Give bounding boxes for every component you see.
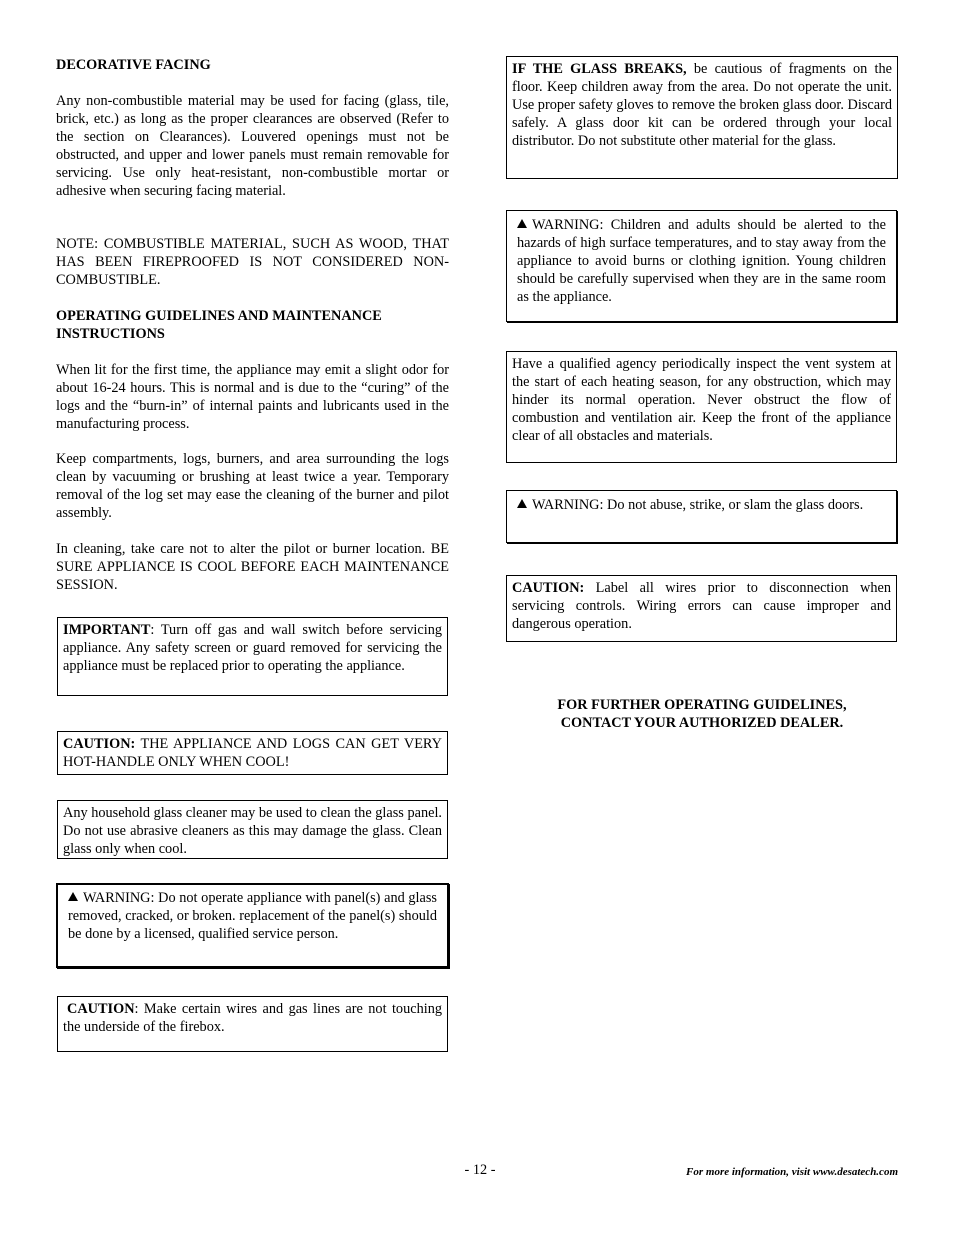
caution-hot-text: THE APPLIANCE AND LOGS CAN GET VERY HOT-HANDLE ONLY WHEN COOL! — [63, 736, 442, 770]
further-guidelines-line2: CONTACT YOUR AUTHORIZED DEALER. — [560, 715, 844, 731]
cleaning-care-paragraph: In cleaning, take care not to alter the pilot or burner location. BE SURE APPLIANCE IS COOL BEFORE EACH MAINTENANCE SESSION. — [56, 541, 449, 593]
decorative-facing-text: Any non-combustible material may be used for facing (glass, tile, brick, etc.) as long as the proper clearances are observed (Refer to the section on Clearances). Louvered openings must not be obstructed, and upper and lower panels must remain removable for servicing. Use only heat-resistant, non-combustible mortar or adhesive when securing facing material. — [56, 93, 449, 199]
important-text: : Turn off gas and wall switch before servicing appliance. Any safety screen or guard removed for servicing the appliance must be replaced prior to operating the appliance. — [63, 622, 442, 674]
page-number: - 12 - — [464, 1162, 496, 1178]
warning-panel-box — [56, 883, 449, 968]
first-lit-paragraph: When lit for the first time, the appliance may emit a slight odor for about 16-24 hours. This is normal and is due to the “curing” of the logs and the “burn-in” of internal paints and lubricants used in the manufacturing process. — [56, 362, 449, 432]
operating-guidelines-heading: OPERATING GUIDELINES AND MAINTENANCE INSTRUCTIONS — [56, 308, 382, 342]
caution-hot-label: CAUTION: — [63, 736, 136, 752]
warning-doors-box — [506, 490, 897, 543]
decorative-facing-heading: DECORATIVE FACING — [56, 57, 211, 73]
more-info-link[interactable]: For more information, visit www.desatech.com — [686, 1166, 898, 1178]
warning-children-box — [506, 210, 897, 322]
caution-label-wires-text: Label all wires prior to disconnection when servicing controls. Wiring errors can cause improper and dangerous operation. — [512, 580, 891, 632]
caution-label-wires-label: CAUTION: — [512, 580, 585, 596]
further-guidelines-line1: FOR FURTHER OPERATING GUIDELINES, — [557, 697, 847, 713]
caution-wires-gas-label: CAUTION — [67, 1001, 135, 1017]
important-box — [57, 617, 448, 696]
caution-wires-gas-text: : Make certain wires and gas lines are not touching the underside of the firebox. — [63, 1001, 442, 1035]
caution-label-wires-box — [506, 575, 897, 642]
caution-hot-box — [57, 731, 448, 775]
caution-wires-gas-box — [57, 996, 448, 1052]
warning-panel-text: WARNING: Do not operate appliance with panel(s) and glass removed, cracked, or broken. replacement of the panel(s) should be done by a licensed, qualified service person. — [68, 890, 437, 942]
combustible-note: NOTE: COMBUSTIBLE MATERIAL, SUCH AS WOOD, THAT HAS BEEN FIREPROOFED IS NOT CONSIDERED NON-COMBUSTIBLE. — [56, 236, 449, 288]
warning-doors-text: WARNING: Do not abuse, strike, or slam the glass doors. — [532, 497, 864, 513]
vent-inspection-text: Have a qualified agency periodically inspect the vent system at the start of each heating season, for any obstruction, which may hinder its normal operation. Never obstruct the flow of combustion and ventilation air. Keep the front of the appliance clear of all obstacles and materials. — [512, 356, 891, 444]
warning-triangle-icon — [517, 219, 527, 228]
warning-children-text: WARNING: Children and adults should be alerted to the hazards of high surface temperatures, and to stay away from the appliance to avoid burns or clothing ignition. Young children should be carefully supervised when they are in the same room as the appliance. — [517, 217, 886, 305]
vent-inspection-box — [506, 351, 897, 463]
further-guidelines — [506, 696, 898, 732]
important-label: IMPORTANT — [63, 622, 151, 638]
glass-cleaner-text: Any household glass cleaner may be used to clean the glass panel. Do not use abrasive cleaners as this may damage the glass. Clean glass only when cool. — [63, 805, 442, 857]
glass-cleaner-box — [57, 800, 448, 859]
glass-breaks-text: be cautious of fragments on the floor. Keep children away from the area. Do not operate the unit. Use proper safety gloves to remove the broken glass door. Discard safely. A glass door kit can be ordered through your local distributor. Do not substitute other material for the glass. — [512, 61, 892, 149]
warning-triangle-icon — [68, 892, 78, 901]
warning-triangle-icon — [517, 499, 527, 508]
glass-breaks-label: IF THE GLASS BREAKS, — [512, 61, 687, 77]
glass-breaks-box — [506, 56, 898, 179]
keep-clean-paragraph: Keep compartments, logs, burners, and area surrounding the logs clean by vacuuming or brushing at least twice a year. Temporary removal of the log set may ease the cleaning of the burner and pilot assembly. — [56, 451, 449, 521]
